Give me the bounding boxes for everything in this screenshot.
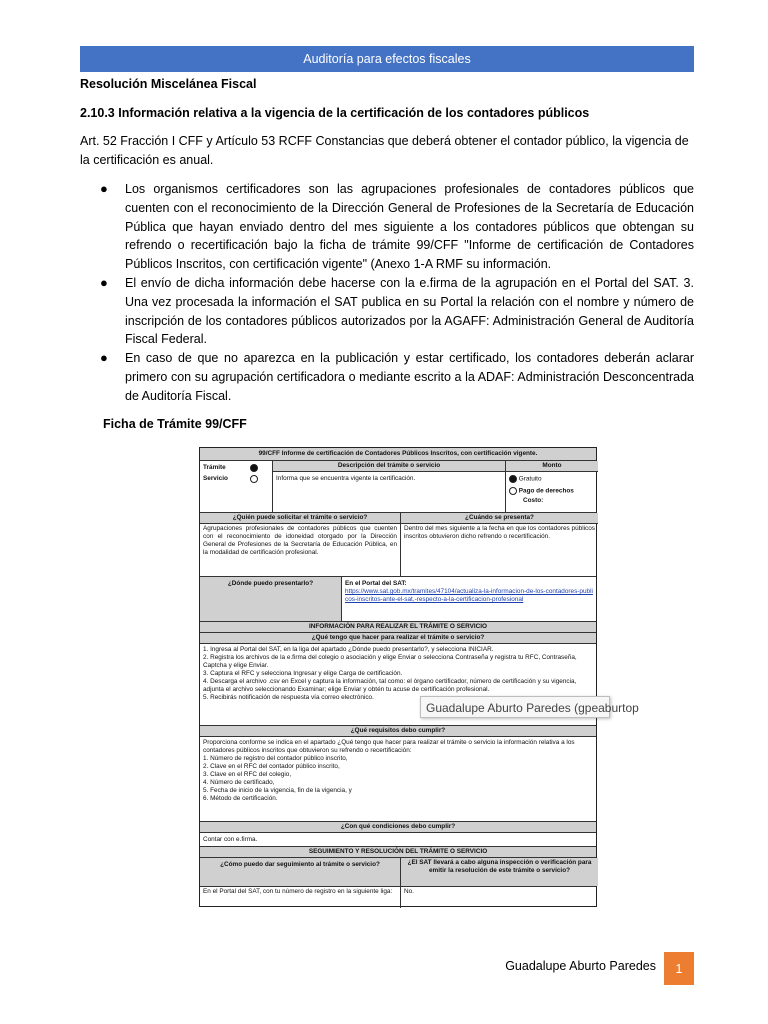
step-item: 3. Captura el RFC y selecciona Ingresar y elige Carga de certificación. — [203, 670, 403, 677]
cond-text: Contar con e.firma. — [200, 833, 596, 847]
step-item: 1. Ingresa al Portal del SAT, en la liga del apartado ¿Dónde puedo presentarlo?, y selecciona INICIAR. — [203, 646, 494, 653]
tramite-radio-icon — [250, 464, 258, 472]
req-item: 3. Clave en el RFC del colegio, — [203, 771, 292, 778]
bullet-dot-icon: ● — [100, 274, 108, 290]
heading-resolucion: Resolución Miscelánea Fiscal — [80, 77, 257, 91]
list-item-text: Los organismos certificadores son las agrupaciones profesionales de contadores públicos que cuenten con el reconocimiento de la Dirección General de Profesiones de la Secretaría de Educación Pública que hayan enviado dentro del mes siguiente a los contadores públicos que obtengan su refrendo o recertificación bajo la ficha de trámite 99/CFF "Informe de certificación de Contadores Públicos Inscritos, con certificación vigente" (Anexo 1-A RMF su información. — [125, 182, 694, 272]
cuando-header: ¿Cuándo se presenta? — [401, 513, 598, 524]
servicio-label: Servicio — [203, 475, 228, 482]
quien-text: Agrupaciones profesionales de contadores públicos que cuenten con el reconocimiento de idoneidad otorgado por la Dirección General de Profesiones de la Secretaría de Educación Pública, en la modalidad de certificación profesional. — [203, 525, 397, 556]
req-item: 1. Número de registro del contador público inscrito, — [203, 755, 348, 762]
seg-a2: No. — [404, 888, 414, 895]
servicio-radio-icon — [250, 475, 258, 483]
heading-section: 2.10.3 Información relativa a la vigencia de la certificación de los contadores públicos — [80, 106, 590, 120]
req-item: 2. Clave en el RFC del contador público inscrito, — [203, 763, 340, 770]
list-item — [80, 349, 694, 405]
page-number-badge — [664, 952, 694, 985]
pago-label: Pago de derechos — [518, 487, 574, 495]
ficha-title: Ficha de Trámite 99/CFF — [103, 417, 247, 431]
step-item: 4. Descarga el archivo .csv en Excel y captura la información, tal como: el órgano certificador, número de certificación y su vigencia, adjunta el archivo seleccionando Examinar; elige Enviar y obtén tu acuse de certificación profesional. — [203, 678, 577, 693]
donde-link[interactable]: https://www.sat.gob.mx/tramites/47104/actualiza-la-informacion-de-los-contadores-publicos-inscritos-ante-el-sat,-respecto-a-la-certificacion-profesional — [345, 588, 593, 603]
form-description-row — [200, 461, 596, 513]
form-title: 99/CFF Informe de certificación de Contadores Públicos Inscritos, con certificación vigente. — [200, 448, 596, 461]
gratuito-radio-icon — [509, 475, 517, 483]
costo-label: Costo: — [523, 497, 544, 505]
bullet-dot-icon: ● — [100, 350, 108, 366]
bullet-dot-icon: ● — [100, 181, 108, 196]
req-item: 6. Método de certificación. — [203, 795, 278, 802]
document-header-bar — [80, 46, 694, 72]
footer-author: Guadalupe Aburto Paredes — [505, 959, 656, 973]
donde-header: ¿Dónde puedo presentarlo? — [200, 577, 342, 621]
step-item: 2. Registra los archivos de la e.firma del colegio o asociación y elige Enviar o selecciona Contraseña y registra tu RFC, Contraseña, Captcha y elige Enviar. — [203, 654, 577, 669]
donde-label: En el Portal del SAT: — [345, 580, 407, 587]
header-title: Auditoría para efectos fiscales — [303, 52, 471, 66]
list-item — [80, 274, 694, 349]
seg-questions-row — [200, 858, 596, 887]
desc-header: Descripción del trámite o servicio — [273, 461, 505, 472]
article-paragraph: Art. 52 Fracción I CFF y Artículo 53 RCFF Constancias que deberá obtener el contador público, la vigencia de la certificación es anual. — [80, 134, 689, 167]
seg-header: SEGUIMIENTO Y RESOLUCIÓN DEL TRÁMITE O SERVICIO — [200, 847, 596, 858]
cuando-text: Dentro del mes siguiente a la fecha en que los contadores públicos inscritos obtuvieron dicho refrendo o recertificación. — [404, 525, 595, 540]
list-item-text: El envío de dicha información debe hacerse con la e.firma de la agrupación en el Portal del SAT. 3. Una vez procesada la información el SAT publica en su Portal la relación con el nombre y número de inscripción de los contadores públicos autorizados por la AGAFF: Administración General de Auditoría Fiscal Federal. — [125, 275, 694, 347]
req-header: ¿Qué requisitos debo cumplir? — [200, 726, 596, 737]
req-list — [200, 737, 596, 822]
quien-header: ¿Quién puede solicitar el trámite o servicio? — [200, 513, 400, 524]
list-item-text: En caso de que no aparezca en la publicación y estar certificado, los contadores deberán aclarar primero con su agrupación certificadora o mediante escrito a la ADAF: Administración Desconcentrada de Auditoría Fiscal. — [125, 351, 694, 403]
bullet-list — [80, 180, 694, 406]
pago-radio-icon — [509, 487, 517, 495]
list-item — [80, 180, 694, 274]
ficha-form-image — [199, 447, 597, 907]
req-item: 5. Fecha de inicio de la vigencia, fin de la vigencia, y — [203, 787, 352, 794]
cond-header: ¿Con qué condiciones debo cumplir? — [200, 822, 596, 833]
seg-q2: ¿El SAT llevará a cabo alguna inspección o verificación para emitir la resolución de este trámite o servicio? — [401, 858, 598, 886]
author-tooltip: Guadalupe Aburto Paredes (gpeaburtop — [420, 696, 610, 718]
desc-text: Informa que se encuentra vigente la certificación. — [276, 475, 416, 482]
monto-header: Monto — [506, 461, 598, 472]
info-header: INFORMACIÓN PARA REALIZAR EL TRÁMITE O SERVICIO — [200, 622, 596, 633]
gratuito-label: Gratuito — [518, 475, 542, 483]
req-item: 4. Número de certificado, — [203, 779, 275, 786]
seg-a1: En el Portal del SAT, con tu número de registro en la siguiente liga: — [200, 887, 401, 908]
seg-q1: ¿Cómo puedo dar seguimiento al trámite o servicio? — [200, 858, 401, 886]
tramite-label: Trámite — [203, 464, 226, 471]
que-header: ¿Qué tengo que hacer para realizar el trámite o servicio? — [200, 633, 596, 644]
req-intro: Proporciona conforme se indica en el apartado ¿Qué tengo que hacer para realizar el trámite o servicio la información relativa a los contadores públicos inscritos que obtuvieron su refrendo o recertificación: — [203, 739, 575, 754]
form-donde-row — [200, 577, 596, 622]
page-number: 1 — [675, 961, 683, 976]
form-quien-cuando-row — [200, 513, 596, 577]
seg-answers-row — [200, 887, 596, 908]
step-item: 5. Recibirás notificación de respuesta vía correo electrónico. — [203, 694, 374, 701]
